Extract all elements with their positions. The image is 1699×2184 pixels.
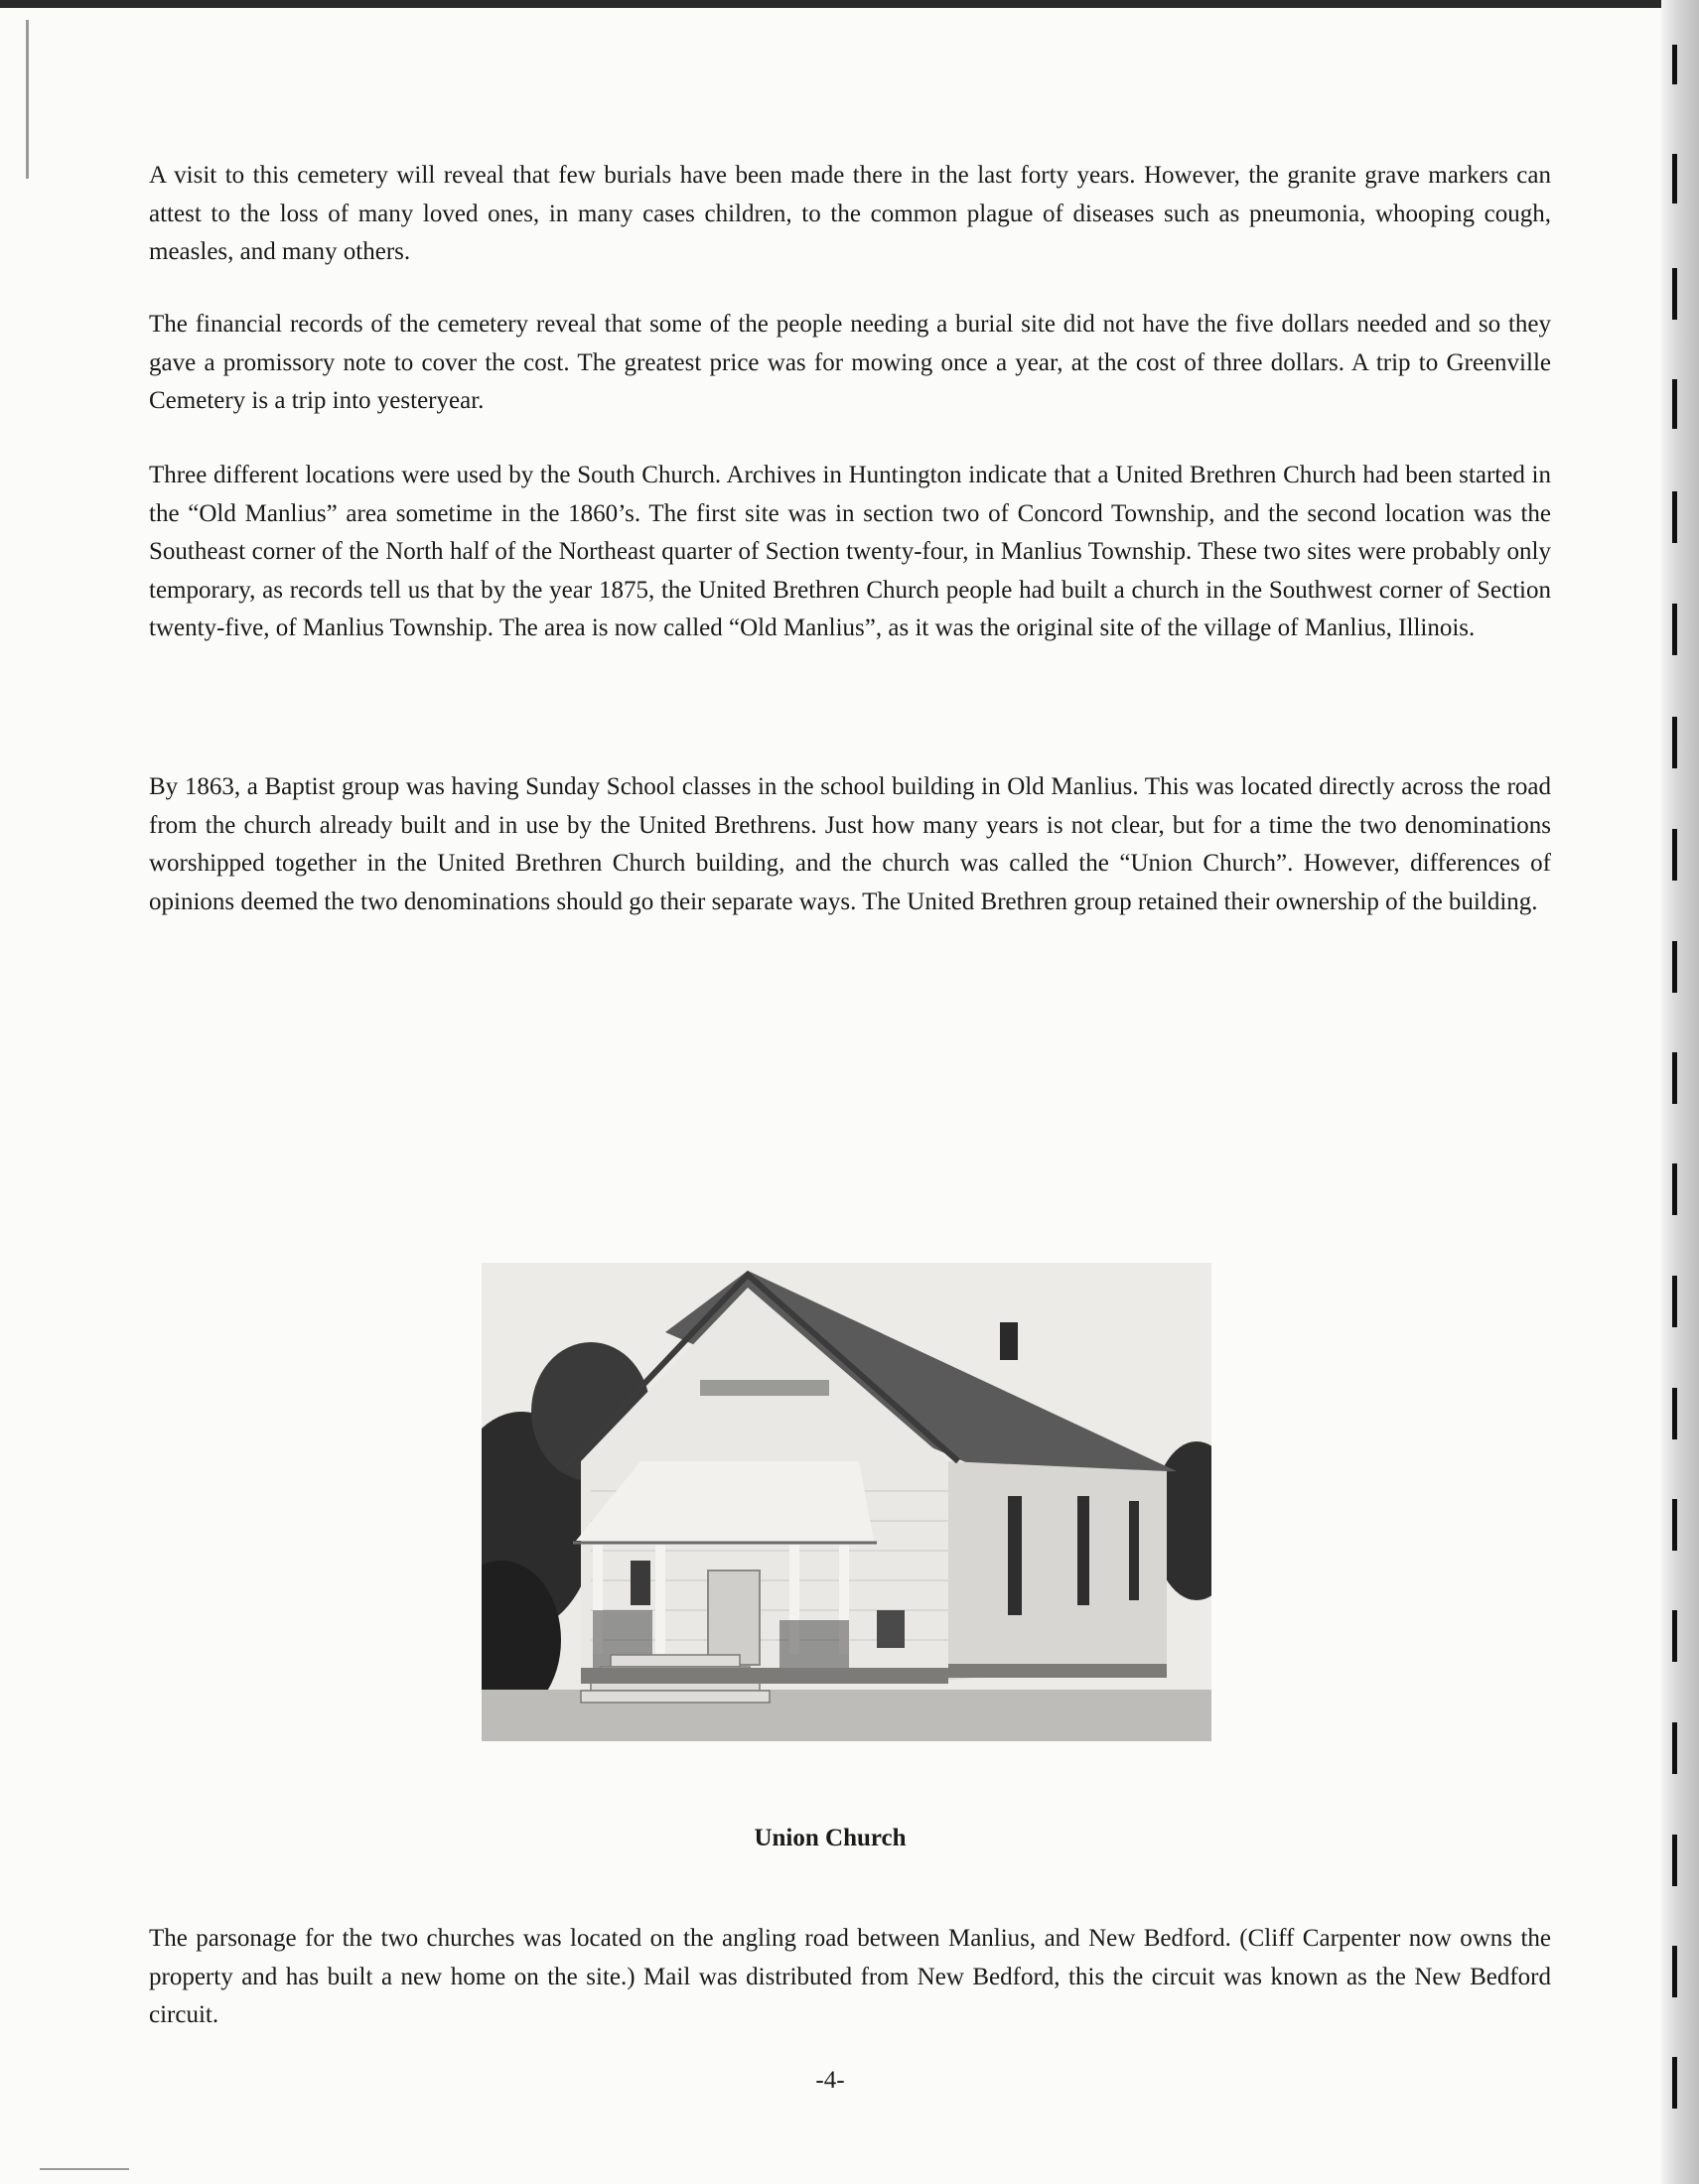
binding-mark	[1672, 604, 1677, 655]
binding-mark	[1672, 1388, 1677, 1439]
binding-mark	[1672, 1499, 1677, 1551]
binding-mark	[1672, 717, 1677, 768]
binding-mark	[1672, 1276, 1677, 1327]
paragraph-parsonage: The parsonage for the two churches was located on the angling road between Manlius, and New Bedford. (Cliff Carpenter now owns the property and has built a new home on the site.) Mail was distributed from New Bedford, this the circuit was known as the New Bedford circuit.	[149, 1925, 1551, 2028]
binding-mark	[1672, 1946, 1677, 1997]
scan-bottom-mark	[40, 2168, 129, 2170]
binding-mark	[1672, 491, 1677, 543]
binding-spine	[1661, 0, 1699, 2184]
binding-mark	[1672, 1610, 1677, 1662]
binding-mark	[1672, 1163, 1677, 1215]
page-number: -4-	[815, 2067, 845, 2094]
binding-mark	[1672, 829, 1677, 881]
binding-mark	[1672, 45, 1677, 84]
scan-left-edge	[26, 20, 29, 179]
binding-mark	[1672, 379, 1677, 429]
binding-mark	[1672, 268, 1677, 320]
union-church-photo	[482, 1263, 1211, 1741]
photo-caption: Union Church	[754, 1825, 907, 1851]
binding-mark	[1672, 1722, 1677, 1774]
paragraph-financial-records: The financial records of the cemetery reveal that some of the people needing a burial site did not have the five dollars needed and so they gave a promissory note to cover the cost. The greatest price was for mowing once a year, at the cost of three dollars. A trip to Greenville Cemetery is a trip into yesteryear.	[149, 311, 1551, 414]
binding-mark	[1672, 1835, 1677, 1886]
binding-mark	[1672, 2057, 1677, 2109]
binding-mark	[1672, 154, 1677, 204]
scan-top-edge	[0, 0, 1699, 8]
paragraph-baptist-group: By 1863, a Baptist group was having Sunday School classes in the school building in Old Manlius. This was located directly across the road from the church already built and in use by the United Brethrens. Just how many years is not clear, but for a time the two denominations worshipped together in the United Brethren Church building, and the church was called the “Union Church”. However, differences of opinions deemed the two denominations should go their separate ways. The United Brethren group retained their ownership of the building.	[149, 773, 1551, 915]
paragraph-cemetery-visit: A visit to this cemetery will reveal that few burials have been made there in the last forty years. However, the granite grave markers can attest to the loss of many loved ones, in many cases children, to the common plague of diseases such as pneumonia, whooping cough, measles, and many others.	[149, 162, 1551, 265]
binding-mark	[1672, 1052, 1677, 1104]
paragraph-church-locations: Three different locations were used by the South Church. Archives in Huntington indicate that a United Brethren Church had been started in the “Old Manlius” area sometime in the 1860’s. The first site was in section two of Concord Township, and the second location was the Southeast corner of the North half of the Northeast quarter of Section twenty-four, in Manlius Township. These two sites were probably only temporary, as records tell us that by the year 1875, the United Brethren Church people had built a church in the Southwest corner of Section twenty-five, of Manlius Township. The area is now called “Old Manlius”, as it was the original site of the village of Manlius, Illinois.	[149, 462, 1551, 641]
binding-mark	[1672, 941, 1677, 993]
